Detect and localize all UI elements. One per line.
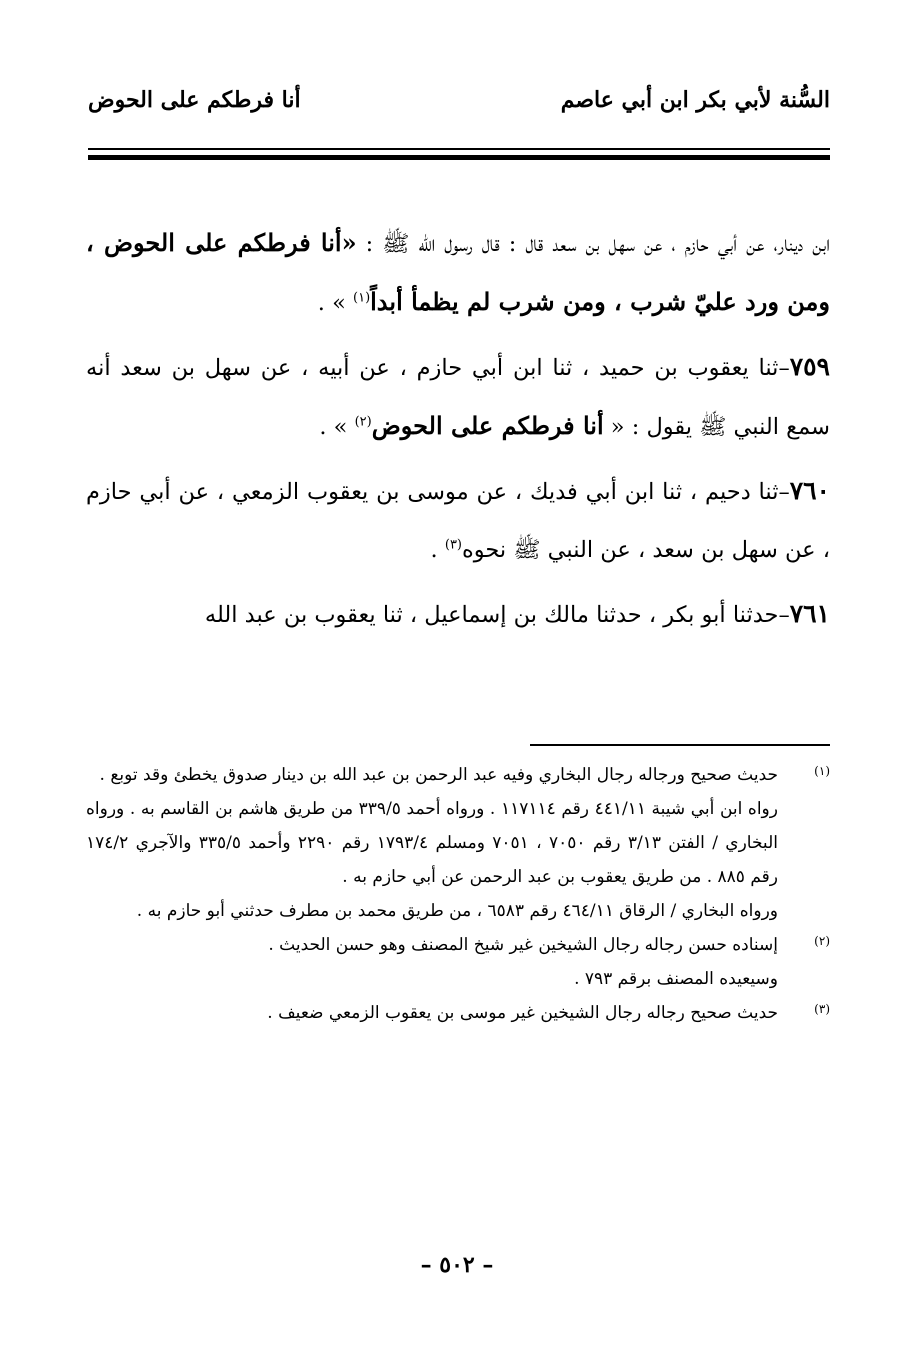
running-header [88, 78, 830, 122]
hadith-quote: أنا فرطكم على الحوض [371, 411, 604, 440]
sentence-end: . [430, 537, 445, 563]
paragraph-continuation [86, 214, 830, 332]
hadith-number: ٧٥٩ [789, 352, 830, 381]
footnote-3 [86, 996, 830, 1030]
chapter-title: أنا فرطكم على الحوض [88, 87, 301, 113]
footnote-ref: (٣) [444, 537, 462, 553]
footnote-paragraph: حديث صحيح رجاله رجال الشيخين غير موسى بن يعقوب الزمعي ضعيف . [267, 1003, 778, 1023]
hadith-text: –ثنا دحيم ، ثنا ابن أبي فديك ، عن موسى بن يعقوب الزمعي ، عن أبي حازم ، عن سهل بن سعد ، عن النبي ﷺ نحوه [86, 479, 830, 563]
footnote-marker: (٣) [814, 1002, 830, 1016]
header-rule-thick [88, 155, 830, 160]
hadith-759 [86, 338, 830, 456]
hadith-761 [86, 585, 830, 644]
chain-of-narration: ابن دينار، عن أبي حازم ، عن سهل بن سعد قال : قال رسول الله ﷺ : [365, 231, 831, 257]
footnote-2 [86, 928, 830, 996]
footnote-ref: (١) [353, 290, 371, 306]
footnote-paragraph: حديث صحيح ورجاله رجال البخاري وفيه عبد الرحمن بن عبد الله بن دينار صدوق يخطئ وقد توبع . [99, 765, 778, 785]
footnote-paragraph: رواه ابن أبي شيبة ٤٤١/١١ رقم ١١٧١١٤ . ورواه أحمد ٣٣٩/٥ من طريق هاشم بن القاسم به . ورواه البخاري / الفتن ٣/١٣ رقم ٧٠٥٠ ، ٧٠٥١ ومسلم ١٧٩٣/٤ رقم ٢٢٩٠ وأحمد ٣٣٥/٥ والآجري ١٧٤/٢ رقم ٨٨٥ . من طريق يعقوب بن عبد الرحمن عن أبي حازم به . [86, 799, 778, 887]
header-rule-thin [88, 148, 830, 150]
hadith-number: ٧٦١ [789, 599, 830, 628]
footnote-paragraph: ورواه البخاري / الرقاق ٤٦٤/١١ رقم ٦٥٨٣ ، من طريق محمد بن مطرف حدثني أبو حازم به . [136, 901, 778, 921]
quote-close: » . [317, 290, 353, 316]
footnote-marker: (٢) [814, 934, 830, 948]
book-title: السُّنة لأبي بكر ابن أبي عاصم [560, 87, 830, 113]
footnotes [86, 758, 830, 1030]
hadith-number: ٧٦٠ [789, 476, 830, 505]
footnote-paragraph: إسناده حسن رجاله رجال الشيخين غير شيخ المصنف وهو حسن الحديث . [268, 935, 778, 955]
hadith-text: –حدثنا أبو بكر ، حدثنا مالك بن إسماعيل ، ثنا يعقوب بن عبد الله [204, 602, 790, 628]
footnote-ref: (٢) [354, 414, 372, 430]
footnote-paragraph: وسيعيده المصنف برقم ٧٩٣ . [574, 969, 778, 989]
quote-close: » . [319, 414, 355, 440]
main-text [86, 214, 830, 650]
page-number: – ٥٠٢ – [420, 1252, 494, 1278]
footnote-1 [86, 758, 830, 928]
hadith-text: –ثنا يعقوب بن حميد ، ثنا ابن أبي حازم ، عن أبيه ، عن سهل بن سعد أنه سمع النبي ﷺ يقول : « [86, 355, 830, 440]
hadith-760 [86, 462, 830, 579]
hadith-quote: «أنا فرطكم على الحوض ، ومن ورد عليّ شرب ، ومن شرب لم يظمأ أبداً [86, 228, 830, 316]
footnote-marker: (١) [814, 764, 830, 778]
footnote-separator [530, 744, 830, 746]
